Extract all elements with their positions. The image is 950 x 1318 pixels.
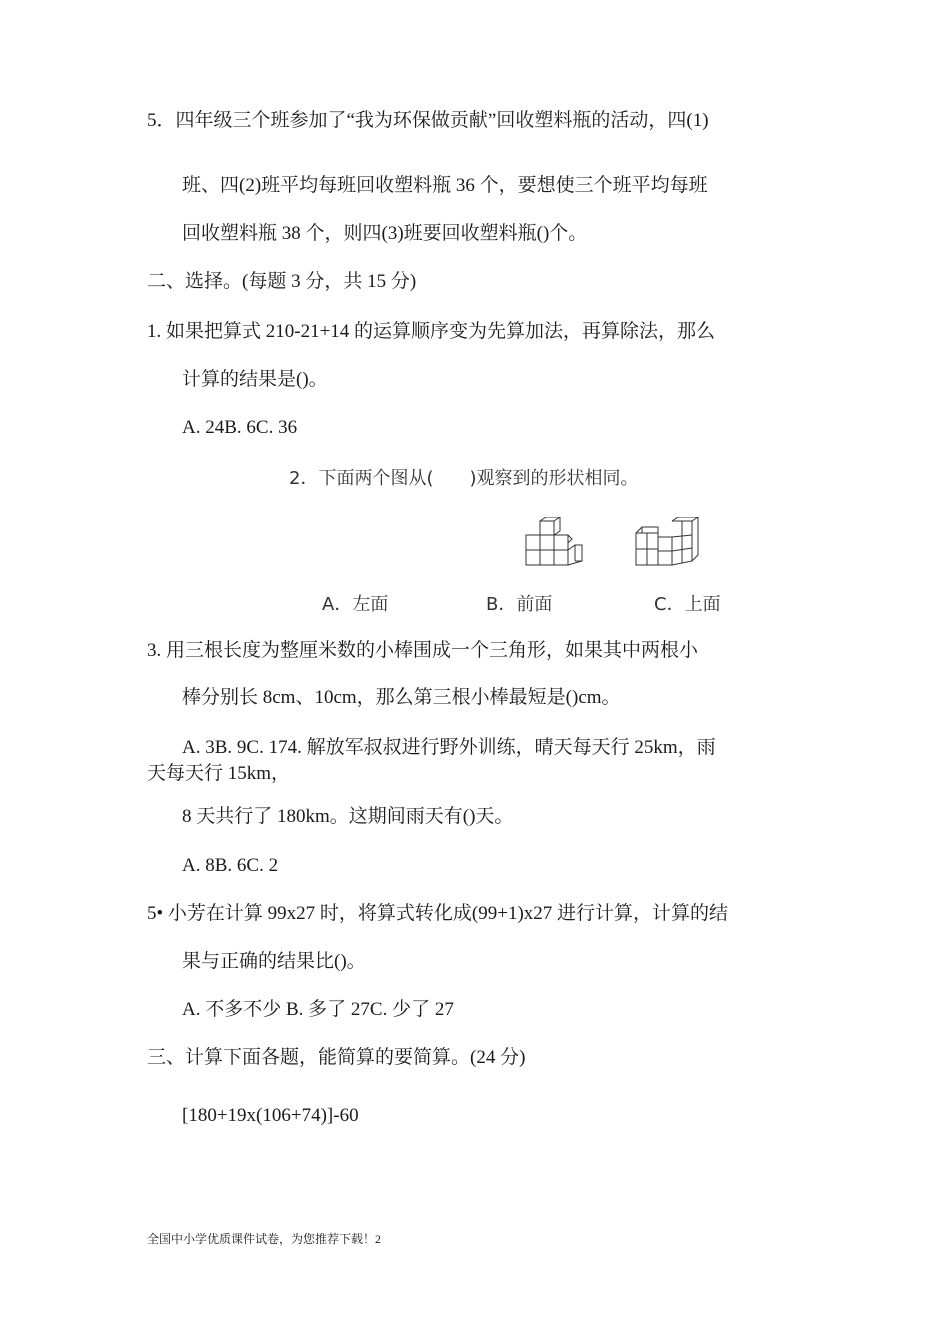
choice-q4-options: A. 8B. 6C. 2 — [182, 855, 279, 876]
choice-q4-line3: 8 天共行了 180km。这期间雨天有()天。 — [182, 806, 514, 827]
page-footer: 全国中小学优质课件试卷，为您推荐下载！2 — [147, 1232, 382, 1246]
choice-q1-options: A. 24B. 6C. 36 — [182, 417, 298, 438]
choice-q3-line2: 棒分别长 8cm、10cm，那么第三根小棒最短是()cm。 — [182, 687, 621, 708]
fill-q5-line2: 班、四(2)班平均每班回收塑料瓶 36 个，要想使三个班平均每班 — [182, 175, 708, 196]
cube-figure-2 — [632, 517, 704, 569]
q2-option-b: B．前面 — [486, 594, 553, 615]
choice-q1-line1: 1. 如果把算式 210-21+14 的运算顺序变为先算加法，再算除法，那么 — [147, 321, 716, 342]
choice-q5-line1: 5• 小芳在计算 99x27 时，将算式转化成(99+1)x27 进行计算，计算的结 — [147, 903, 729, 924]
calc-expression-1: [180+19x(106+74)]-60 — [182, 1105, 359, 1126]
section-3-heading: 三、计算下面各题，能简算的要简算。(24 分) — [147, 1047, 526, 1068]
section-2-heading: 二、选择。(每题 3 分，共 15 分) — [147, 271, 417, 292]
choice-q5-line2: 果与正确的结果比()。 — [182, 951, 366, 972]
fill-q5-line1: 5．四年级三个班参加了“我为环保做贡献”回收塑料瓶的活动，四(1) — [147, 110, 709, 131]
choice-q3-line1: 3. 用三根长度为整厘米数的小棒围成一个三角形，如果其中两根小 — [147, 640, 699, 661]
choice-q5-options: A. 不多不少 B. 多了 27C. 少了 27 — [182, 999, 454, 1020]
fill-q5-line3: 回收塑料瓶 38 个，则四(3)班要回收塑料瓶()个。 — [182, 223, 588, 244]
q2-option-c: C．上面 — [654, 594, 721, 615]
choice-q3-options-q4-line1: A. 3B. 9C. 174. 解放军叔叔进行野外训练，晴天每天行 25km，雨 — [182, 737, 716, 758]
choice-q4-line2: 天每天行 15km， — [147, 763, 291, 784]
choice-q2-stem: 2．下面两个图从( )观察到的形状相同。 — [289, 468, 639, 489]
cube-figure-1 — [522, 517, 592, 569]
q2-option-a: A．左面 — [322, 594, 389, 615]
choice-q1-line2: 计算的结果是()。 — [182, 369, 328, 390]
